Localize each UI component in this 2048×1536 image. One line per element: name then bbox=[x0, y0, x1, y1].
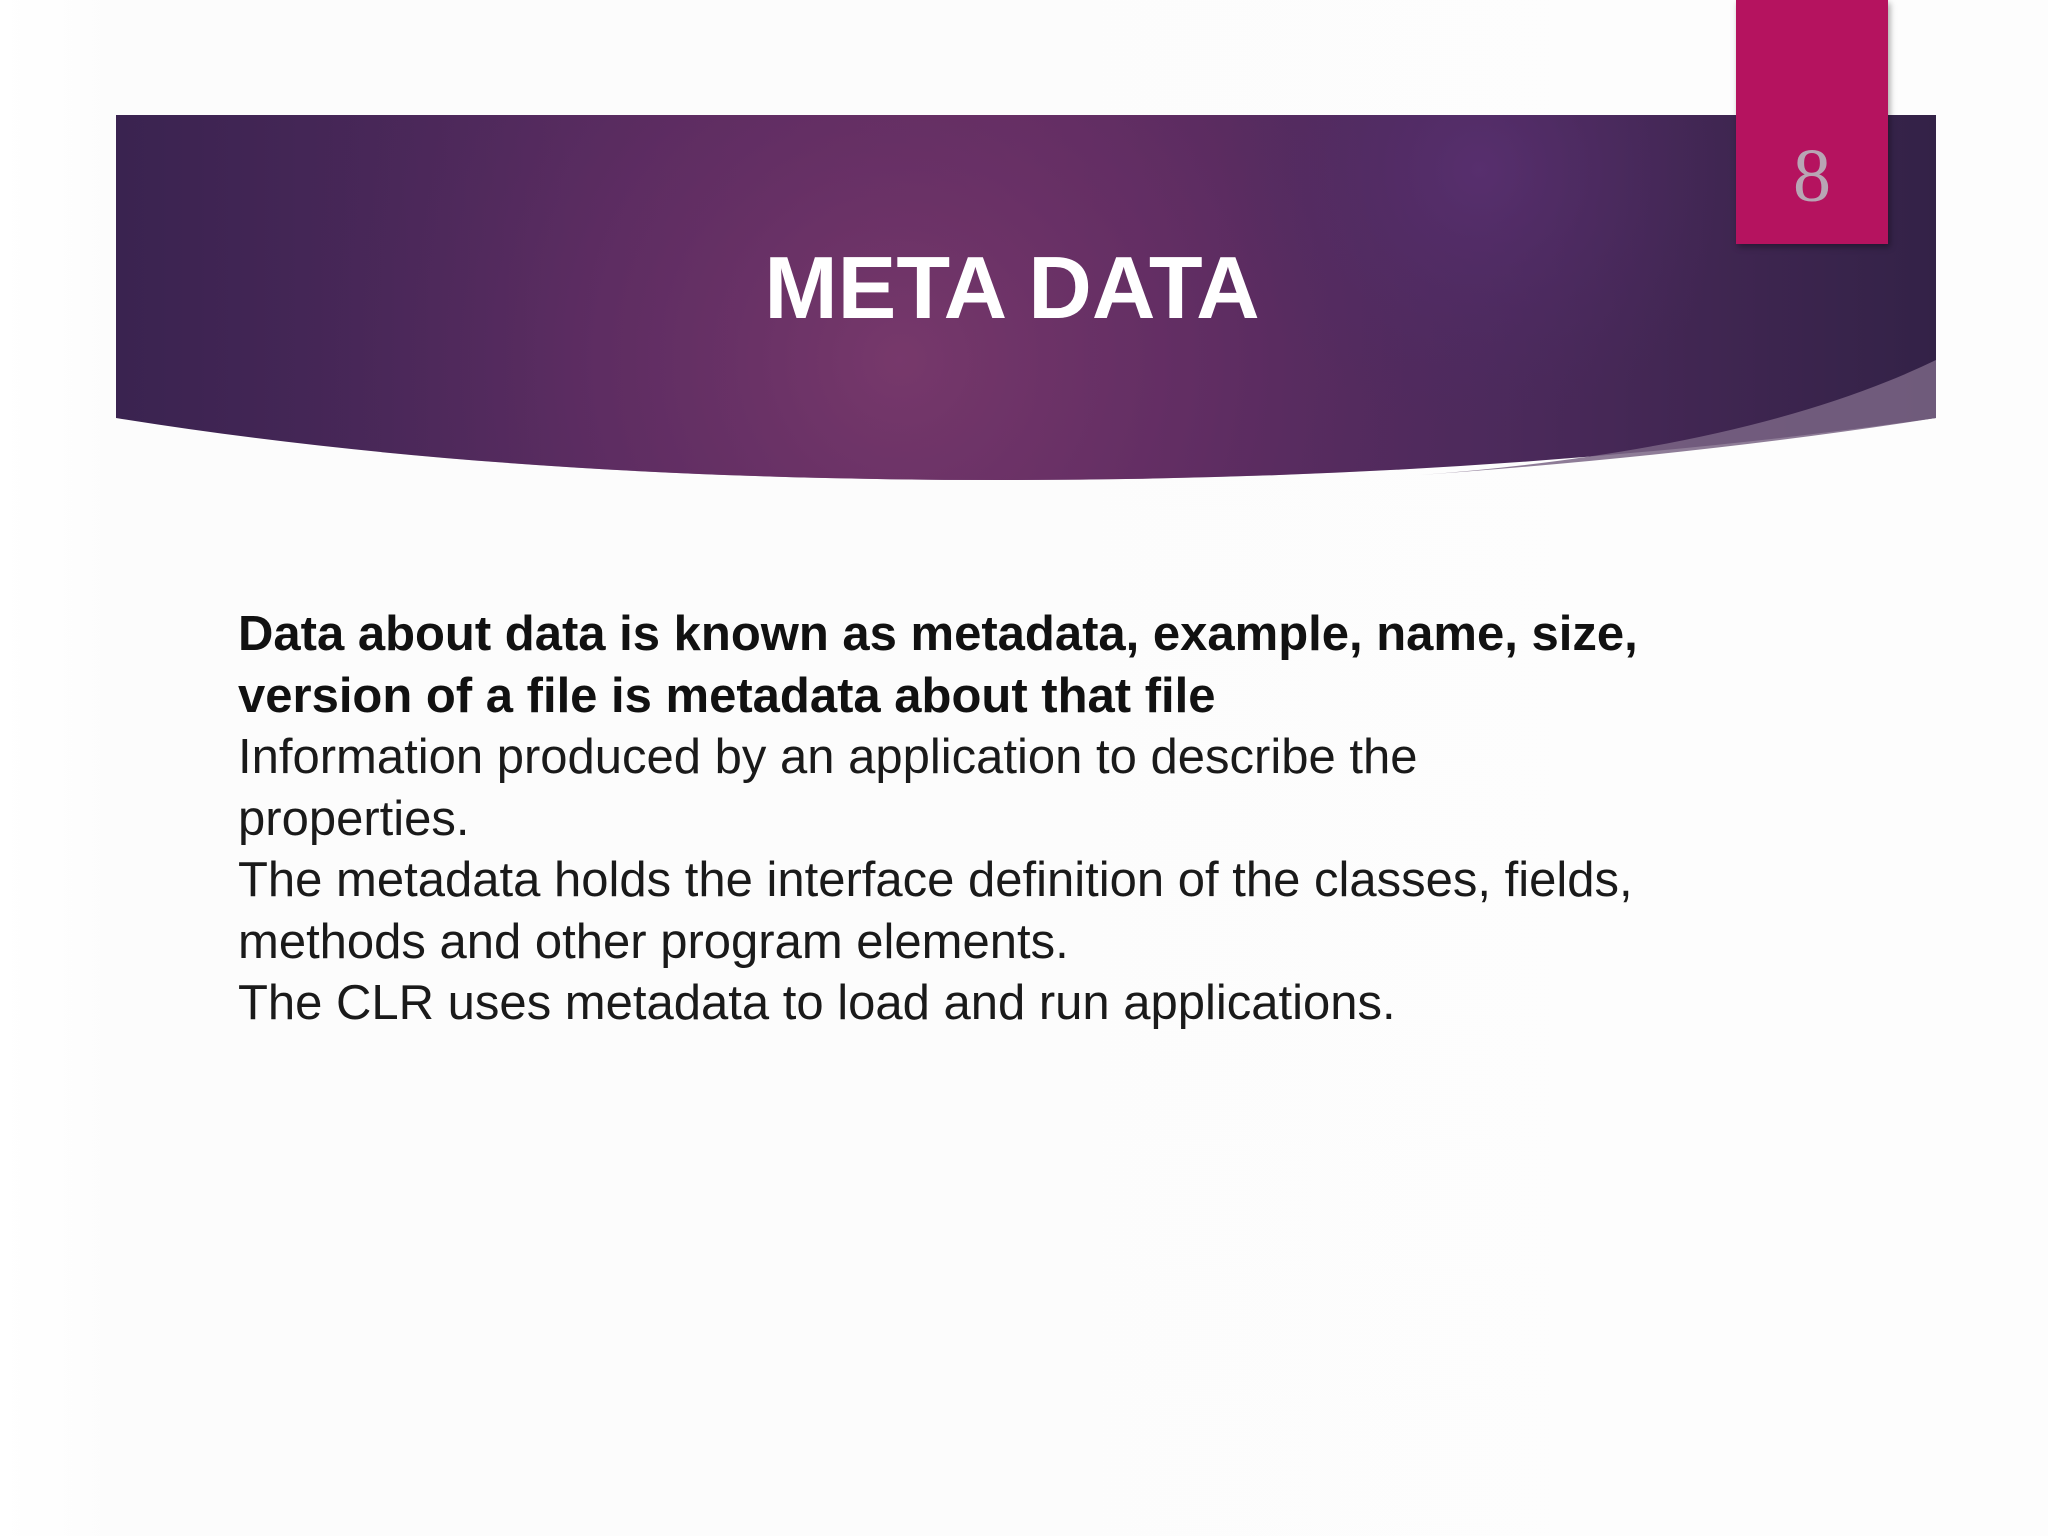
slide-body bbox=[238, 604, 1638, 1035]
body-paragraph-definition: Data about data is known as metadata, example, name, size, version of a file is metadata about that file bbox=[238, 607, 1638, 723]
slide-title: META DATA bbox=[764, 238, 1260, 337]
body-paragraph-information: Information produced by an application to describe the properties. bbox=[238, 730, 1418, 846]
body-paragraph-interface: The metadata holds the interface definition of the classes, fields, methods and other program elements. bbox=[238, 853, 1633, 969]
page-number-tab bbox=[1736, 0, 1888, 244]
body-paragraph-clr: The CLR uses metadata to load and run applications. bbox=[238, 976, 1396, 1030]
page-number: 8 bbox=[1793, 134, 1831, 218]
